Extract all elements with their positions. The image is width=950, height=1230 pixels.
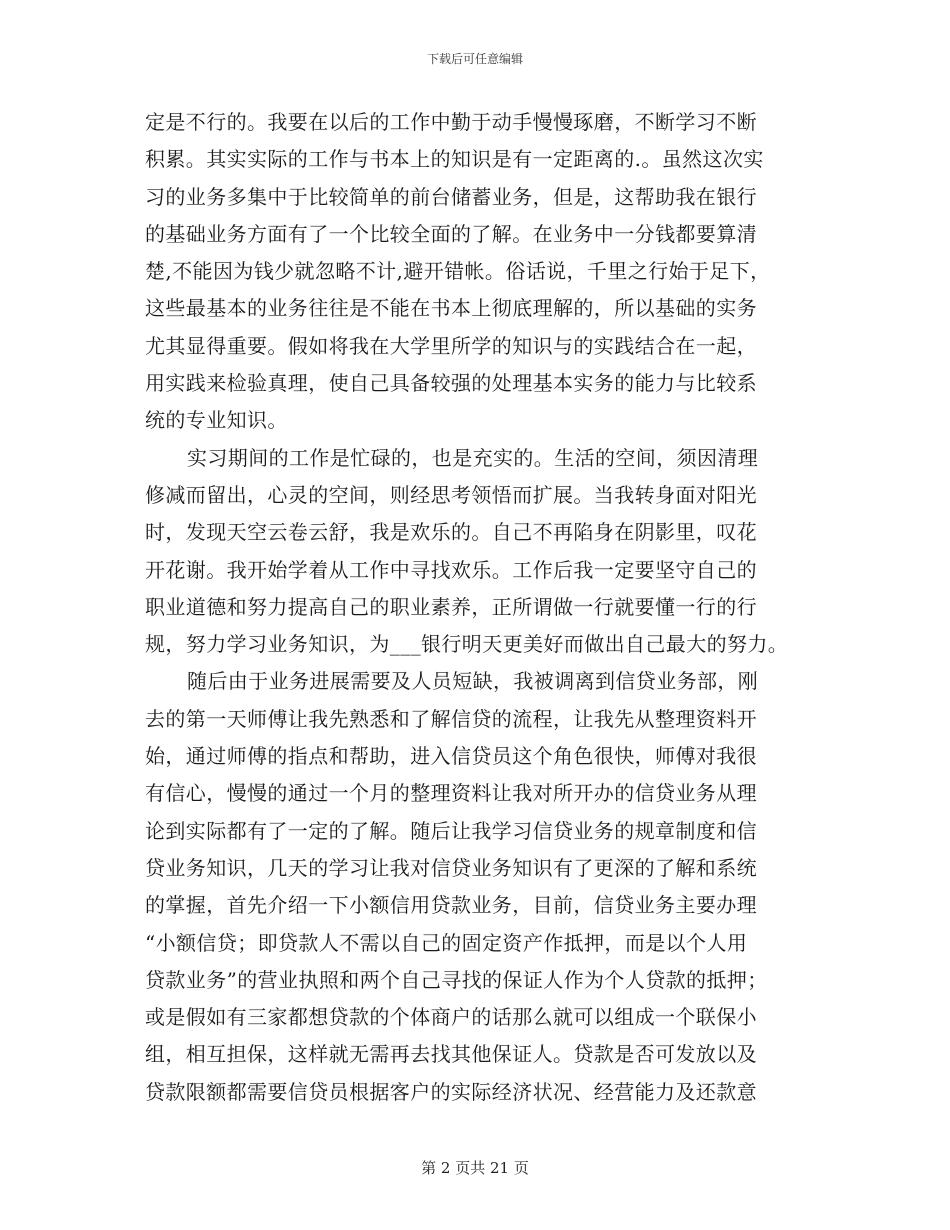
text-line: 修减而留出，心灵的空间，则经思考领悟而扩展。当我转身面对阳光 xyxy=(145,482,757,507)
text-line: 时，发现天空云卷云舒，我是欢乐的。自己不再陷身在阴影里，叹花 xyxy=(145,520,757,545)
text-line: 用实践来检验真理，使自己具备较强的处理基本实务的能力与比较系 xyxy=(145,371,757,396)
text-line: 这些最基本的业务往往是不能在书本上彻底理解的，所以基础的实务 xyxy=(145,296,757,321)
text-line: 有信心，慢慢的通过一个月的整理资料让我对所开办的信贷业务从理 xyxy=(145,781,757,806)
text-line: 定是不行的。我要在以后的工作中勤于动手慢慢琢磨，不断学习不断 xyxy=(145,110,757,134)
text-line: 始，通过师傅的指点和帮助，进入信贷员这个角色很快，师傅对我很 xyxy=(145,744,757,769)
paragraph-start-line: 随后由于业务进展需要及人员短缺，我被调离到信贷业务部，刚 xyxy=(187,669,759,694)
text-line: 贷款限额都需要信贷员根据客户的实际经济状况、经营能力及还款意 xyxy=(145,1079,757,1104)
text-line: 职业道德和努力提高自己的职业素养，正所谓做一行就要懂一行的行 xyxy=(145,594,757,619)
text-line: 规，努力学习业务知识，为___银行明天更美好而做出自己最大的努力。 xyxy=(145,632,789,657)
paragraph-start-line: 实习期间的工作是忙碌的，也是充实的。生活的空间，须因清理 xyxy=(187,445,759,470)
text-line: 贷业务知识，几天的学习让我对信贷业务知识有了更深的了解和系统 xyxy=(145,855,757,880)
text-line: 习的业务多集中于比较简单的前台储蓄业务，但是，这帮助我在银行 xyxy=(145,184,757,209)
text-line: 组，相互担保，这样就无需再去找其他保证人。贷款是否可发放以及 xyxy=(145,1042,757,1067)
page-header: 下载后可任意编辑 xyxy=(426,52,523,66)
text-line: 尤其显得重要。假如将我在大学里所学的知识与的实践结合在一起， xyxy=(145,333,757,358)
text-line: “小额信贷；即贷款人不需以自己的固定资产作抵押，而是以个人用 xyxy=(145,930,748,955)
text-line: 楚,不能因为钱少就忽略不计,避开错帐。俗话说，千里之行始于足下， xyxy=(145,259,771,284)
text-line: 或是假如有三家都想贷款的个体商户的话那么就可以组成一个联保小 xyxy=(145,1005,757,1030)
text-line: 积累。其实实际的工作与书本上的知识是有一定距离的.。虽然这次实 xyxy=(145,147,764,172)
document-body xyxy=(145,104,825,1111)
text-line: 开花谢。我开始学着从工作中寻找欢乐。工作后我一定要坚守自己的 xyxy=(145,557,757,582)
text-line: 论到实际都有了一定的了解。随后让我学习信贷业务的规章制度和信 xyxy=(145,818,757,843)
text-line: 贷款业务”的营业执照和两个自己寻找的保证人作为个人贷款的抵押； xyxy=(145,967,768,992)
text-line: 的基础业务方面有了一个比较全面的了解。在业务中一分钱都要算清 xyxy=(145,221,757,246)
text-line: 统的专业知识。 xyxy=(145,408,288,433)
page-footer: 第 2 页共 21 页 xyxy=(421,1159,529,1177)
text-line: 的掌握，首先介绍一下小额信用贷款业务，目前，信贷业务主要办理 xyxy=(145,893,757,918)
text-line: 去的第一天师傅让我先熟悉和了解信贷的流程，让我先从整理资料开 xyxy=(145,706,757,731)
